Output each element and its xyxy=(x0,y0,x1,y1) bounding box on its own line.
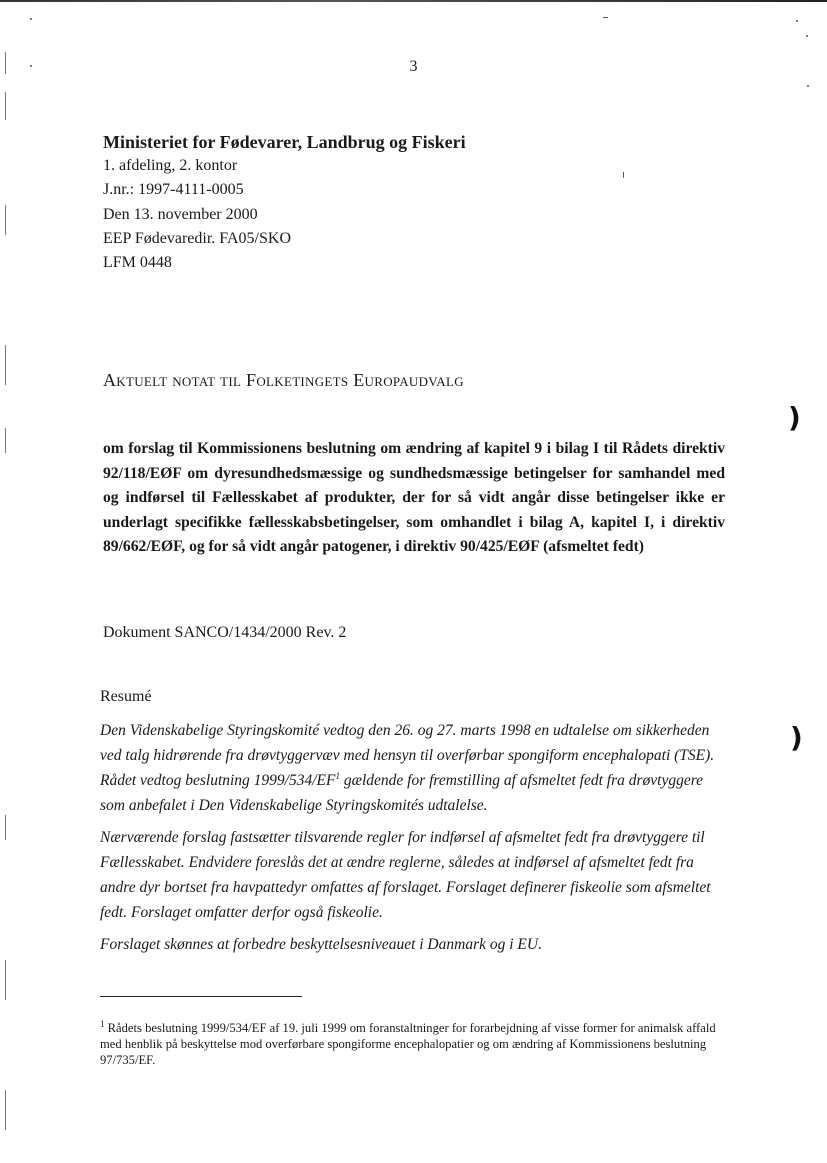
scan-speck xyxy=(796,20,798,22)
footnote xyxy=(100,1020,732,1068)
journal-number: J.nr.: 1997-4111-0005 xyxy=(103,181,244,199)
resume-paragraph-1-end: gældende for fremstilling af afsmeltet fedt fra drøvtyggere som anbefalet i Den Videnskabelige Styringskomités udtalelse. xyxy=(100,772,704,814)
scan-left-edge-mark xyxy=(5,205,6,235)
document-date: Den 13. november 2000 xyxy=(103,205,258,223)
page-number: 3 xyxy=(409,58,418,75)
reference: EEP Fødevaredir. FA05/SKO xyxy=(103,229,291,247)
punch-hole-mark: ) xyxy=(788,401,801,434)
punch-hole-mark: ) xyxy=(790,721,803,754)
scan-top-border xyxy=(0,0,827,2)
scan-speck xyxy=(807,85,809,87)
resume-paragraph-1-start: Den Videnskabelige Styringskomité vedtog den 26. og 27. marts 1998 en udtalelse om sikkerheden ved talg hidrørende fra drøvtyggervæv med hensyn til overførbar spongiform encephalopati (TSE). Rådet vedtog beslutning 1999/534/EF xyxy=(100,722,715,789)
lfm-number: LFM 0448 xyxy=(103,254,172,272)
resume-heading: Resumé xyxy=(100,688,152,705)
memo-title: Aktuelt notat til Folketingets Europaudvalg xyxy=(103,370,464,390)
scan-left-edge-mark xyxy=(5,428,6,453)
footnote-divider xyxy=(100,996,302,997)
ministry-name: Ministeriet for Fødevarer, Landbrug og Fiskeri xyxy=(103,132,466,152)
resume-paragraph-3: Forslaget skønnes at forbedre beskyttelsesniveauet i Danmark og i EU. xyxy=(100,936,542,953)
footnote-mark: 1 xyxy=(100,1018,105,1029)
scan-left-edge-mark xyxy=(5,92,6,120)
subject-paragraph: om forslag til Kommissionens beslutning om ændring af kapitel 9 i bilag I til Rådets direktiv 92/118/EØF om dyresundhedsmæssige og sundhedsmæssige betingelser for samhandel med og indførsel til Fællesskabet af produkter, der for så vidt angår disse betingelser ikke er underlagt specifikke fællesskabsbetingelser, som omhandlet i bilag A, kapitel I, i direktiv 89/662/EØF, og for så vidt angår patogener, i direktiv 90/425/EØF (afsmeltet fedt) xyxy=(103,440,725,556)
scan-speck xyxy=(806,35,808,37)
scan-left-edge-mark xyxy=(5,960,6,1000)
department: 1. afdeling, 2. kontor xyxy=(103,157,238,175)
resume-paragraph-1 xyxy=(100,718,730,818)
footnote-reference: 1 xyxy=(335,770,340,781)
resume-paragraph-2: Nærværende forslag fastsætter tilsvarende regler for indførsel af afsmeltet fedt fra drøvtyggere til Fællesskabet. Endvidere foreslås det at ændre reglerne, således at indførsel af afsmeltet fedt fra andre dyr bortset fra havpattedyr omfattes af forslaget. Forslaget definerer fiskeolie som afsmeltet fedt. Forslaget omfatter derfor også fiskeolie. xyxy=(100,829,711,921)
scan-speck xyxy=(623,172,624,178)
document-reference: Dokument SANCO/1434/2000 Rev. 2 xyxy=(103,624,347,641)
scan-speck xyxy=(30,18,32,20)
scan-left-edge-mark xyxy=(5,345,6,385)
footnote-text: Rådets beslutning 1999/534/EF af 19. juli 1999 om foranstaltninger for forarbejdning af visse former for animalsk affald med henblik på beskyttelse mod overførbare spongiforme encephalopatier og om ændring af Kommissionens beslutning 97/735/EF. xyxy=(100,1021,716,1067)
scan-speck xyxy=(603,17,608,18)
scan-left-edge-mark xyxy=(5,815,6,840)
scan-left-edge-mark xyxy=(5,1090,6,1130)
resume-body xyxy=(100,718,730,964)
letterhead xyxy=(103,130,466,275)
